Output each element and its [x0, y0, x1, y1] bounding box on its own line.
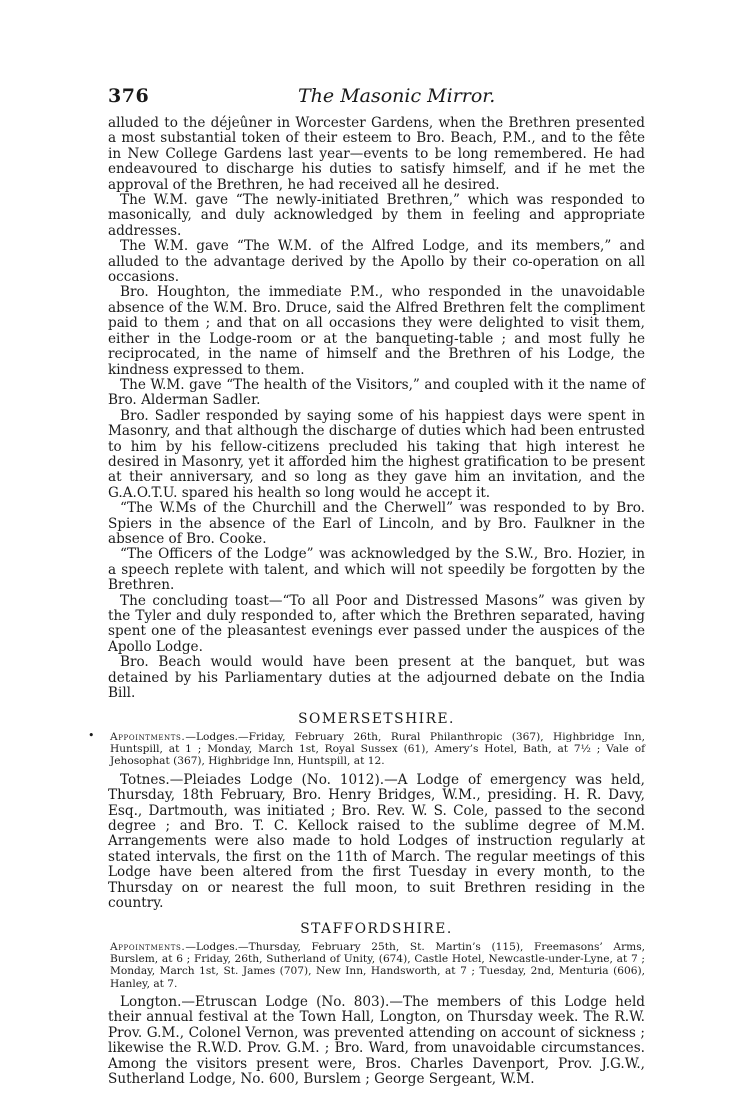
appointments-label: Appointments. [110, 730, 186, 743]
paragraph: Bro. Houghton, the immediate P.M., who responded in the unavoidable absence of the W.M. Bro. Druce, said the Alfred Brethren felt the compliment paid to them ; and that on all occasions they were delighted to visit them, either in the Lodge-room or at the banqueting-table ; and most fully he reciprocated, in the name of himself and the Brethren of his Lodge, the kindness expressed to them. [108, 284, 645, 378]
paragraph: “The Officers of the Lodge” was acknowledged by the S.W., Bro. Hozier, in a speech replete with talent, and which will not speedily be forgotten by the Brethren. [108, 546, 645, 594]
section-heading-staffordshire: STAFFORDSHIRE. [300, 921, 453, 938]
paragraph: Bro. Sadler responded by saying some of his happiest days were spent in Masonry, and that although the discharge of duties which had been entrusted to him by his fellow-citizens precluded his taking that high interest he desired in Masonry, yet it afforded him the highest gratification to be present at their anniversary, and so long as they gave him an invitation, and the G.A.O.T.U. spared his health so long would he accept it. [108, 407, 645, 501]
section-heading-somersetshire: SOMERSETSHIRE. [298, 711, 455, 728]
paragraph: alluded to the déjeûner in Worcester Gardens, when the Brethren presented a most substantial token of their esteem to Bro. Beach, P.M., and to the fête in New College Gardens last year—events to be long remembered. He had endeavoured to discharge his duties to satisfy himself, and if he met the approval of the Brethren, he had received all he desired. [108, 115, 645, 193]
appointments-text: —Lodges.—Friday, February 26th, Rural Philanthropic (367), Highbridge Inn, Huntspill, at 1 ; Monday, March 1st, Royal Sussex (61), Amery’s Hotel, Bath, at 7½ ; Vale of Jehosophat (367), Highbridge Inn, Huntspill, at 12. [110, 730, 645, 768]
paragraph: Bro. Beach would would have been present at the banquet, but was detained by his Parliamentary duties at the adjourned debate on the India Bill. [108, 654, 645, 702]
page-number: 376 [108, 85, 150, 107]
paragraph: The concluding toast—“To all Poor and Distressed Masons” was given by the Tyler and duly responded to, after which the Brethren separated, having spent one of the pleasantest evenings ever passed under the auspices of the Apollo Lodge. [108, 592, 645, 655]
appointments-somersetshire [108, 731, 645, 768]
margin-mark: • [88, 729, 95, 742]
lodge-report-longton: Longton.—Etruscan Lodge (No. 803).—The members of this Lodge held their annual festival at the Town Hall, Longton, on Thursday week. The R.W. Prov. G.M., Colonel Vernon, was prevented attending on account of sickness ; likewise the R.W.D. Prov. G.M. ; Bro. Ward, from unavoidable circumstances. Among the visitors present were, Bros. Charles Davenport, Prov. J.G.W., Sutherland Lodge, No. 600, Burslem ; George Sergeant, W.M. [108, 993, 645, 1088]
article-text [108, 116, 645, 1087]
appointments-text: —Lodges.—Thursday, February 25th, St. Martin’s (115), Freemasons’ Arms, Burslem, at 6 ; Friday, 26th, Sutherland of Unity, (674), Castle Hotel, Newcastle-under-Lyne, at 7 ; Monday, March 1st, St. James (707), New Inn, Handsworth, at 7 ; Tuesday, 2nd, Menturia (606), Hanley, at 7. [110, 940, 645, 990]
running-title: The Masonic Mirror. [298, 85, 496, 107]
page-header [108, 85, 648, 111]
paragraph: “The W.Ms of the Churchill and the Cherwell” was responded to by Bro. Spiers in the absence of the Earl of Lincoln, and by Bro. Faulkner in the absence of Bro. Cooke. [108, 500, 645, 547]
paragraph: The W.M. gave “The newly-initiated Brethren,” which was responded to masonically, and duly acknowledged by them in feeling and appropriate addresses. [108, 192, 645, 239]
lodge-report-totnes: Totnes.—Pleiades Lodge (No. 1012).—A Lodge of emergency was held, Thursday, 18th February, Bro. Henry Bridges, W.M., presiding. H. R. Davy, Esq., Dartmouth, was initiated ; Bro. Rev. W. S. Cole, passed to the second degree ; and Bro. T. C. Kellock raised to the sublime degree of M.M. Arrangements were also made to hold Lodges of instruction regularly at stated intervals, the first on the 11th of March. The regular meetings of this Lodge have been altered from the first Tuesday in every month, to the Thursday on or nearest the full moon, to suit Brethren residing in the country. [108, 771, 645, 911]
paragraph: The W.M. gave “The health of the Visitors,” and coupled with it the name of Bro. Alderman Sadler. [108, 376, 645, 409]
paragraph: The W.M. gave “The W.M. of the Alfred Lodge, and its members,” and alluded to the advantage derived by the Apollo by their co-operation on all occasions. [108, 238, 645, 286]
appointments-label: Appointments. [110, 940, 186, 953]
appointments-staffordshire [108, 941, 645, 990]
